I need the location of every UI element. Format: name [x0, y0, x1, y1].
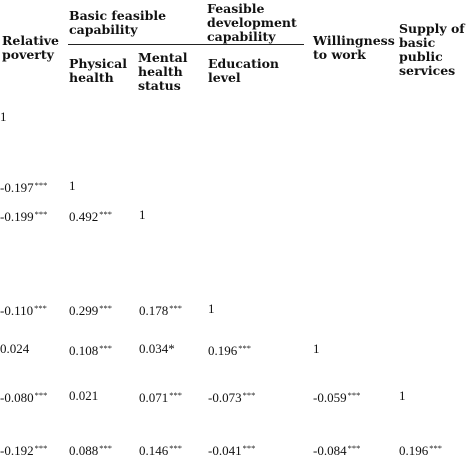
significance-marker: *** [99, 209, 112, 219]
header-line: health [69, 70, 114, 85]
header-line: Willingness [313, 33, 395, 48]
significance-marker: *** [238, 343, 251, 353]
header-line: health [138, 64, 183, 79]
cell-value: 0.024 [0, 341, 30, 356]
header-education-level [208, 57, 279, 85]
cell-r4-c3 [139, 301, 182, 318]
significance-marker: *** [242, 443, 256, 453]
cell-value: -0.073 [208, 390, 242, 405]
significance-marker: *** [242, 390, 256, 400]
cell-value: -0.084 [313, 443, 347, 458]
cell-value: 1 [208, 301, 215, 316]
significance-marker: *** [429, 443, 442, 453]
cell-r6-c5 [313, 388, 360, 405]
header-line: capability [69, 22, 138, 37]
significance-marker: *** [34, 443, 48, 453]
cell-value: 1 [399, 388, 406, 403]
header-willingness-to-work [313, 34, 395, 62]
cell-r3-c1 [0, 207, 47, 224]
cell-r7-c2 [69, 441, 112, 458]
cell-value: 0.034* [139, 341, 175, 356]
cell-r3-c2 [69, 207, 112, 224]
header-relative-poverty [2, 34, 59, 62]
cell-r6-c4 [208, 388, 255, 405]
header-line: poverty [2, 47, 54, 62]
cell-r4-c2 [69, 301, 112, 318]
cell-r6-c2 [69, 388, 98, 403]
header-line: services [399, 63, 456, 78]
group-header-rule [68, 44, 304, 45]
cell-r7-c3 [139, 441, 182, 458]
cell-r4-c4 [208, 301, 215, 316]
significance-marker: *** [99, 343, 112, 353]
cell-value: 0.021 [69, 388, 99, 403]
cell-value: 0.071 [139, 390, 169, 405]
cell-value: 0.146 [139, 443, 169, 458]
cell-value: 1 [313, 341, 320, 356]
significance-marker: *** [34, 303, 47, 313]
header-line: to work [313, 47, 366, 62]
significance-marker: *** [347, 390, 361, 400]
significance-marker: *** [169, 390, 182, 400]
cell-r4-c1 [0, 301, 47, 318]
cell-value: -0.041 [208, 443, 242, 458]
cell-value: -0.059 [313, 390, 347, 405]
cell-value: 1 [69, 178, 76, 193]
cell-value: 0.196 [208, 343, 238, 358]
cell-value: 0.088 [69, 443, 99, 458]
significance-marker: *** [34, 209, 48, 219]
cell-r5-c2 [69, 341, 112, 358]
significance-marker: *** [99, 443, 112, 453]
cell-r7-c1 [0, 441, 47, 458]
cell-r5-c1 [0, 341, 29, 356]
header-line: capability [207, 29, 276, 44]
cell-r6-c1 [0, 388, 47, 405]
header-feasible-development-capability [207, 2, 297, 44]
header-line: Relative [2, 33, 59, 48]
header-basic-feasible-capability [69, 9, 166, 37]
cell-r1-c1 [0, 109, 7, 124]
cell-r7-c4 [208, 441, 255, 458]
header-line: basic public [399, 35, 443, 64]
significance-marker: *** [99, 303, 112, 313]
cell-r2-c1 [0, 178, 47, 195]
cell-r2-c2 [69, 178, 76, 193]
header-line: development [207, 15, 297, 30]
cell-value: -0.110 [0, 303, 34, 318]
header-line: status [138, 78, 181, 93]
cell-r5-c4 [208, 341, 251, 358]
cell-r6-c3 [139, 388, 182, 405]
header-line: level [208, 70, 241, 85]
header-physical-health [69, 57, 127, 85]
cell-r6-c6 [399, 388, 406, 403]
cell-r5-c3 [139, 341, 175, 356]
header-line: Supply of [399, 21, 465, 36]
cell-value: 0.299 [69, 303, 99, 318]
cell-r7-c6 [399, 441, 442, 458]
significance-marker: *** [169, 303, 182, 313]
header-supply-of-basic-public-services [399, 22, 474, 78]
header-line: Feasible [207, 1, 265, 16]
cell-value: 1 [139, 207, 146, 222]
cell-value: -0.199 [0, 209, 34, 224]
cell-r5-c5 [313, 341, 320, 356]
significance-marker: *** [169, 443, 182, 453]
cell-value: 0.196 [399, 443, 429, 458]
header-line: Education [208, 56, 280, 71]
cell-value: 1 [0, 109, 7, 124]
significance-marker: *** [347, 443, 361, 453]
cell-value: -0.080 [0, 390, 34, 405]
header-line: Mental [138, 50, 188, 65]
cell-value: 0.108 [69, 343, 99, 358]
cell-value: 0.492 [69, 209, 99, 224]
cell-value: 0.178 [139, 303, 169, 318]
cell-value: -0.197 [0, 180, 34, 195]
header-mental-health-status [138, 51, 188, 93]
header-line: Physical [69, 56, 127, 71]
significance-marker: *** [34, 180, 48, 190]
cell-r3-c3 [139, 207, 146, 222]
significance-marker: *** [34, 390, 48, 400]
header-line: Basic feasible [69, 8, 167, 23]
cell-r7-c5 [313, 441, 360, 458]
cell-value: -0.192 [0, 443, 34, 458]
